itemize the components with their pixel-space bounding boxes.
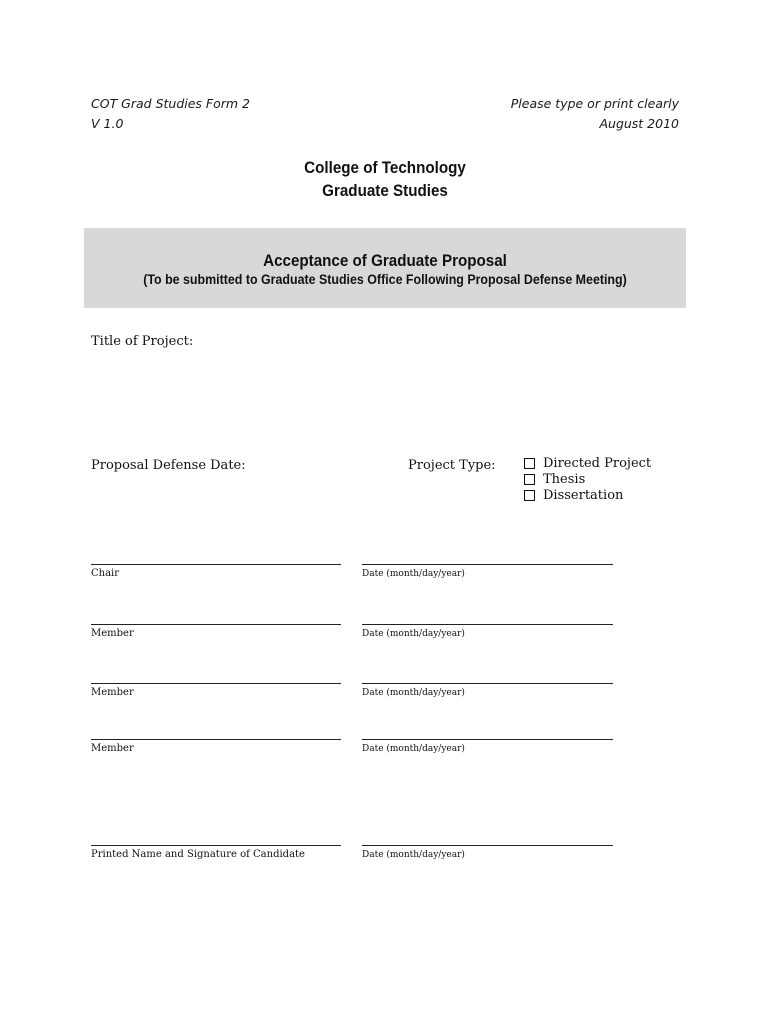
candidate-date-label: Date (month/day/year) [362,850,465,860]
form-header-left [91,94,250,134]
title-of-project-label: Title of Project: [91,334,194,349]
member-2-label: Member [91,687,134,698]
project-type-option-dissertation[interactable] [524,487,651,503]
project-type-option-directed-project[interactable] [524,455,651,471]
member-3-date-line[interactable] [362,739,613,740]
chair-label: Chair [91,568,120,579]
institution-heading [31,157,739,203]
project-type-option-thesis[interactable] [524,471,651,487]
form-date: August 2010 [599,116,679,131]
member-2-signature-line[interactable] [91,683,341,684]
chair-date-line[interactable] [362,564,613,565]
member-2-date-line[interactable] [362,683,613,684]
form-instruction: Please type or print clearly [510,96,679,111]
checkbox[interactable] [524,474,535,485]
checkbox[interactable] [524,490,535,501]
member-1-label: Member [91,628,134,639]
form-title-banner [84,228,686,308]
form-subtitle: (To be submitted to Graduate Studies Office Following Proposal Defense Meeting) [143,272,627,287]
candidate-label: Printed Name and Signature of Candidate [91,849,305,860]
form-header-right [511,94,679,134]
member-1-signature-line[interactable] [91,624,341,625]
checkbox[interactable] [524,458,535,469]
member-1-date-line[interactable] [362,624,613,625]
form-name: COT Grad Studies Form 2 [91,96,250,111]
candidate-signature-line[interactable] [91,845,341,846]
candidate-date-line[interactable] [362,845,613,846]
member-3-signature-line[interactable] [91,739,341,740]
member-1-date-label: Date (month/day/year) [362,629,465,639]
chair-date-label: Date (month/day/year) [362,569,465,579]
chair-signature-line[interactable] [91,564,341,565]
member-3-label: Member [91,743,134,754]
option-label: Dissertation [543,487,624,503]
department-name: Graduate Studies [322,182,448,200]
project-type-options [524,455,651,503]
form-version: V 1.0 [91,116,124,131]
proposal-defense-date-label: Proposal Defense Date: [91,458,246,473]
option-label: Thesis [543,471,586,487]
member-2-date-label: Date (month/day/year) [362,688,465,698]
project-type-label: Project Type: [408,458,496,473]
member-3-date-label: Date (month/day/year) [362,744,465,754]
form-title: Acceptance of Graduate Proposal [263,252,507,270]
college-name: College of Technology [304,159,466,177]
option-label: Directed Project [543,455,652,471]
